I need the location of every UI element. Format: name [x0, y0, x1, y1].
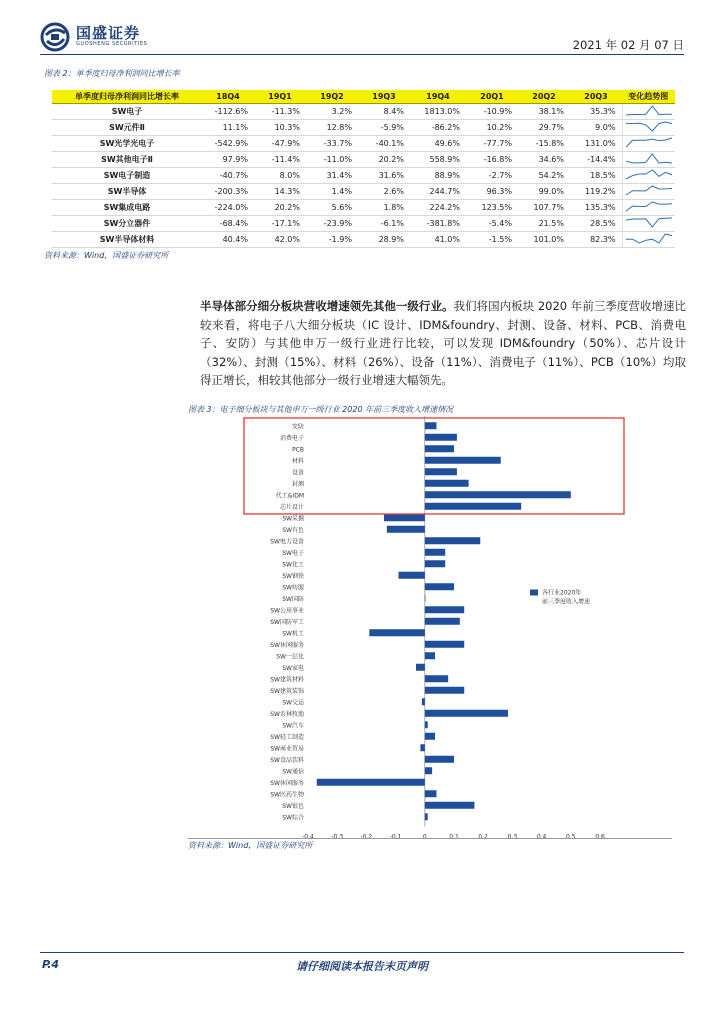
table-cell: 38.1%	[518, 104, 570, 120]
category-label: SW商业贸易	[270, 745, 304, 753]
category-label: SW国防军工	[270, 618, 304, 626]
x-tick-label: 0	[422, 833, 427, 838]
row-label: SW光学光电子	[52, 136, 202, 152]
row-label: SW电子制造	[52, 168, 202, 184]
table-cell: -11.0%	[306, 152, 358, 168]
table-header-cell: 20Q2	[518, 90, 570, 104]
table-cell: 135.3%	[570, 200, 622, 216]
chart-bar	[425, 445, 454, 452]
table-cell: 34.6%	[518, 152, 570, 168]
table-header-cell: 20Q3	[570, 90, 622, 104]
trend-sparkline	[622, 120, 675, 136]
table-row	[52, 152, 675, 168]
report-date: 2021 年 02 月 07 日	[572, 38, 684, 52]
table-cell: 42.0%	[254, 232, 306, 248]
table-cell: -112.6%	[202, 104, 254, 120]
table-cell: -33.7%	[306, 136, 358, 152]
category-label: SW有色	[282, 526, 304, 534]
table-cell: -542.9%	[202, 136, 254, 152]
table-row	[52, 104, 675, 120]
table-cell: -14.4%	[570, 152, 622, 168]
table-row	[52, 136, 675, 152]
growth-table	[52, 90, 675, 248]
disclaimer-note: 请仔细阅读本报告末页声明	[296, 960, 428, 973]
category-label: 代工&IDM	[275, 492, 304, 500]
category-label: SW一层化	[276, 653, 304, 661]
chart-bar	[369, 629, 424, 636]
chart-bar	[387, 526, 425, 533]
revenue-growth-bar-chart	[188, 412, 672, 838]
chart-bar	[425, 468, 457, 475]
table-cell: -2.7%	[466, 168, 518, 184]
table-header-cell: 变化趋势图	[622, 90, 675, 104]
body-paragraph	[200, 297, 686, 390]
paragraph-lead: 半导体部分细分板块营收增速领先其他一级行业。	[200, 299, 454, 313]
header-rule	[40, 54, 684, 55]
chart-bar	[425, 756, 454, 763]
table-row	[52, 168, 675, 184]
table-cell: 11.1%	[202, 120, 254, 136]
table-header-row	[52, 90, 675, 104]
x-tick-label: -0.4	[302, 833, 314, 838]
table-cell: -40.1%	[358, 136, 410, 152]
category-label: 安防	[291, 423, 304, 431]
row-label: SW元件Ⅱ	[52, 120, 202, 136]
x-tick-label: 0.1	[449, 833, 459, 838]
sparkline-line	[626, 202, 672, 211]
page-number: P.4	[42, 958, 60, 971]
table-cell: -15.8%	[518, 136, 570, 152]
table-cell: -40.7%	[202, 168, 254, 184]
row-label: SW半导体	[52, 184, 202, 200]
chart-bar	[416, 664, 425, 671]
sparkline-svg	[623, 104, 675, 117]
table-cell: 3.2%	[306, 104, 358, 120]
sparkline-svg	[623, 136, 675, 149]
table-header-cell: 20Q1	[466, 90, 518, 104]
table-cell: 20.2%	[254, 200, 306, 216]
category-label: SW电力设备	[270, 538, 304, 546]
chart-bar	[425, 813, 428, 820]
chart-bar	[420, 744, 424, 751]
table-cell: -11.4%	[254, 152, 306, 168]
table-row	[52, 216, 675, 232]
category-label: SW钢铁	[282, 572, 304, 580]
row-label: SW其他电子Ⅱ	[52, 152, 202, 168]
table-cell: 28.9%	[358, 232, 410, 248]
table-cell: 82.3%	[570, 232, 622, 248]
category-label: 设备	[291, 469, 304, 477]
chart-bar	[425, 687, 464, 694]
trend-sparkline	[622, 216, 675, 232]
category-label: SW食品饮料	[270, 756, 304, 764]
category-label: 消费电子	[279, 434, 304, 442]
table-cell: 8.4%	[358, 104, 410, 120]
table-header-cell: 19Q4	[410, 90, 466, 104]
chart-bar	[425, 537, 480, 544]
table-cell: 244.7%	[410, 184, 466, 200]
table-cell: 9.0%	[570, 120, 622, 136]
table-cell: 12.8%	[306, 120, 358, 136]
category-label: SW轻工制造	[270, 733, 304, 741]
table-cell: -1.5%	[466, 232, 518, 248]
chart-bar	[425, 733, 435, 740]
x-tick-label: 0.3	[507, 833, 518, 838]
table-cell: 20.2%	[358, 152, 410, 168]
chart-bar	[425, 802, 475, 809]
table-cell: 49.6%	[410, 136, 466, 152]
category-label: SW建筑装饰	[270, 687, 304, 695]
chart-bar	[425, 491, 571, 498]
trend-sparkline	[622, 136, 675, 152]
category-label: SW机工	[282, 630, 304, 638]
sparkline-line	[626, 234, 672, 243]
table-cell: 119.2%	[570, 184, 622, 200]
footer-rule	[40, 952, 684, 953]
table-cell: -6.1%	[358, 216, 410, 232]
row-label: SW分立器件	[52, 216, 202, 232]
category-label: SW纺服	[282, 584, 304, 592]
chart-bar	[425, 595, 426, 602]
chart-bar	[425, 641, 464, 648]
table-cell: 40.4%	[202, 232, 254, 248]
row-label: SW半导体材料	[52, 232, 202, 248]
company-logo-icon	[40, 22, 72, 52]
x-tick-label: 0.4	[536, 833, 547, 838]
sparkline-line	[626, 154, 672, 163]
table-cell: -16.8%	[466, 152, 518, 168]
trend-sparkline	[622, 200, 675, 216]
table-cell: -47.9%	[254, 136, 306, 152]
legend-swatch	[530, 590, 538, 596]
table-cell: 88.9%	[410, 168, 466, 184]
category-label: SW公用事业	[270, 607, 304, 615]
category-label: PCB	[292, 446, 304, 454]
chart-bar	[384, 514, 425, 521]
table-cell: 8.0%	[254, 168, 306, 184]
trend-sparkline	[622, 184, 675, 200]
table-cell: 10.2%	[466, 120, 518, 136]
category-label: SW综合	[282, 814, 304, 822]
brand-subtitle: GUOSHENG SECURITIES	[76, 41, 148, 47]
table-cell: 29.7%	[518, 120, 570, 136]
table-row	[52, 120, 675, 136]
table-caption: 图表 2：单季度归母净利润同比增长率	[44, 69, 180, 78]
table-cell: -86.2%	[410, 120, 466, 136]
sparkline-svg	[623, 200, 675, 213]
category-label: SW医药生物	[270, 791, 304, 799]
table-cell: -224.0%	[202, 200, 254, 216]
table-cell: 558.9%	[410, 152, 466, 168]
category-label: SW通信	[282, 768, 304, 776]
chart-source: 资料来源：Wind，国盛证券研究所	[188, 841, 313, 850]
chart-bar	[425, 767, 432, 774]
category-label: SW建筑材料	[270, 676, 304, 684]
trend-sparkline	[622, 232, 675, 248]
table-row	[52, 200, 675, 216]
table-cell: 18.5%	[570, 168, 622, 184]
table-cell: 54.2%	[518, 168, 570, 184]
table-cell: 31.6%	[358, 168, 410, 184]
highlight-box	[244, 418, 624, 514]
sparkline-svg	[623, 232, 675, 245]
table-header-cell: 19Q1	[254, 90, 306, 104]
chart-bar	[317, 779, 425, 786]
category-label: SW汽车	[282, 722, 304, 730]
category-label: SW国防	[282, 595, 304, 603]
category-label: SW家电	[282, 664, 304, 672]
trend-sparkline	[622, 152, 675, 168]
chart-bar	[425, 457, 501, 464]
table-cell: 97.9%	[202, 152, 254, 168]
chart-bar	[425, 790, 437, 797]
table-cell: -23.9%	[306, 216, 358, 232]
x-tick-label: 0.6	[595, 833, 605, 838]
chart-bar	[425, 618, 460, 625]
row-label: SW集成电路	[52, 200, 202, 216]
table-header-cell: 18Q4	[202, 90, 254, 104]
table-cell: 224.2%	[410, 200, 466, 216]
table-cell: 5.6%	[306, 200, 358, 216]
sparkline-svg	[623, 152, 675, 165]
table-cell: -381.8%	[410, 216, 466, 232]
sparkline-line	[626, 106, 672, 115]
table-cell: -200.3%	[202, 184, 254, 200]
x-tick-label: 0.5	[566, 833, 576, 838]
sparkline-svg	[623, 120, 675, 133]
trend-sparkline	[622, 104, 675, 120]
x-tick-label: -0.1	[389, 833, 402, 838]
category-label: SW银色	[282, 802, 304, 810]
table-header-cell: 19Q3	[358, 90, 410, 104]
table-cell: 1813.0%	[410, 104, 466, 120]
table-cell: 10.3%	[254, 120, 306, 136]
x-tick-label: -0.3	[331, 833, 344, 838]
table-cell: 41.0%	[410, 232, 466, 248]
sparkline-svg	[623, 184, 675, 197]
table-cell: 21.5%	[518, 216, 570, 232]
table-row	[52, 232, 675, 248]
table-cell: 99.0%	[518, 184, 570, 200]
table-cell: 1.4%	[306, 184, 358, 200]
legend-label: 各行业2020年	[542, 589, 582, 597]
category-label: SW农林牧渔	[270, 710, 304, 718]
chart-bar	[399, 572, 425, 579]
table-header-cell: 19Q2	[306, 90, 358, 104]
category-label: SW化工	[282, 561, 304, 569]
table-cell: -77.7%	[466, 136, 518, 152]
table-cell: 14.3%	[254, 184, 306, 200]
table-cell: -5.9%	[358, 120, 410, 136]
sparkline-svg	[623, 168, 675, 181]
category-label: SW采掘	[282, 515, 304, 523]
category-label: 封测	[291, 480, 304, 488]
brand-name: 国盛证券	[76, 24, 141, 42]
chart-bar	[425, 583, 454, 590]
sparkline-svg	[623, 216, 675, 229]
table-cell: -10.9%	[466, 104, 518, 120]
chart-bar	[425, 675, 448, 682]
category-label: SW休闲服务	[270, 641, 304, 649]
x-tick-label: -0.2	[360, 833, 373, 838]
table-cell: 1.8%	[358, 200, 410, 216]
table-cell: -5.4%	[466, 216, 518, 232]
row-label: SW电子	[52, 104, 202, 120]
sparkline-line	[626, 218, 672, 227]
category-label: SW休闲服务	[270, 779, 304, 787]
table-source: 资料来源：Wind，国盛证券研究所	[44, 251, 169, 260]
table-cell: 28.5%	[570, 216, 622, 232]
chart-bar	[422, 698, 425, 705]
chart-caption: 图表 3：电子细分板块与其他申万一级行业 2020 年前三季度收入增速情况	[188, 405, 454, 414]
sparkline-line	[626, 138, 672, 147]
chart-bar	[425, 480, 469, 487]
table-cell: -11.3%	[254, 104, 306, 120]
table-cell: -17.1%	[254, 216, 306, 232]
table-row	[52, 184, 675, 200]
table-cell: 2.6%	[358, 184, 410, 200]
sparkline-line	[626, 122, 672, 131]
table-cell: -68.4%	[202, 216, 254, 232]
sparkline-line	[626, 186, 672, 195]
table-cell: -1.9%	[306, 232, 358, 248]
category-label: SW交运	[282, 699, 304, 707]
table-cell: 35.3%	[570, 104, 622, 120]
chart-bar	[425, 606, 464, 613]
trend-sparkline	[622, 168, 675, 184]
chart-bar	[425, 710, 508, 717]
table-cell: 31.4%	[306, 168, 358, 184]
table-cell: 123.5%	[466, 200, 518, 216]
chart-bottom-rule	[188, 838, 672, 839]
x-tick-label: 0.2	[478, 833, 488, 838]
category-label: SW电子	[282, 549, 304, 557]
legend-label: 前三季度收入增速	[542, 598, 591, 606]
chart-bar	[425, 434, 457, 441]
table-cell: 107.7%	[518, 200, 570, 216]
sparkline-line	[626, 170, 672, 179]
table-cell: 101.0%	[518, 232, 570, 248]
category-label: 材料	[291, 457, 304, 465]
chart-bar	[425, 721, 428, 728]
chart-bar	[425, 422, 437, 429]
category-label: 芯片设计	[279, 503, 304, 511]
table-cell: 131.0%	[570, 136, 622, 152]
chart-bar	[425, 560, 445, 567]
chart-bar	[425, 503, 521, 510]
chart-bar	[425, 549, 445, 556]
paragraph-body: 我们将国内板块 2020 年前三季度营收增速比较来看，将电子八大细分板块（IC 设计、IDM&foundry、封测、设备、材料、PCB、消费电子、安防）与其他申万一级行业进行比较，可以发现 IDM&foundry（50%）、芯片设计（32%）、封测（15%）、材料（26%）、设备（11%）、消费电子（11%）、PCB（10%）均取得正增长，相较其他部分一级行业增速大幅领先。	[200, 299, 687, 387]
table-header-cell: 单季度归母净利润同比增长率	[52, 90, 202, 104]
chart-bar	[425, 652, 435, 659]
table-cell: 96.3%	[466, 184, 518, 200]
